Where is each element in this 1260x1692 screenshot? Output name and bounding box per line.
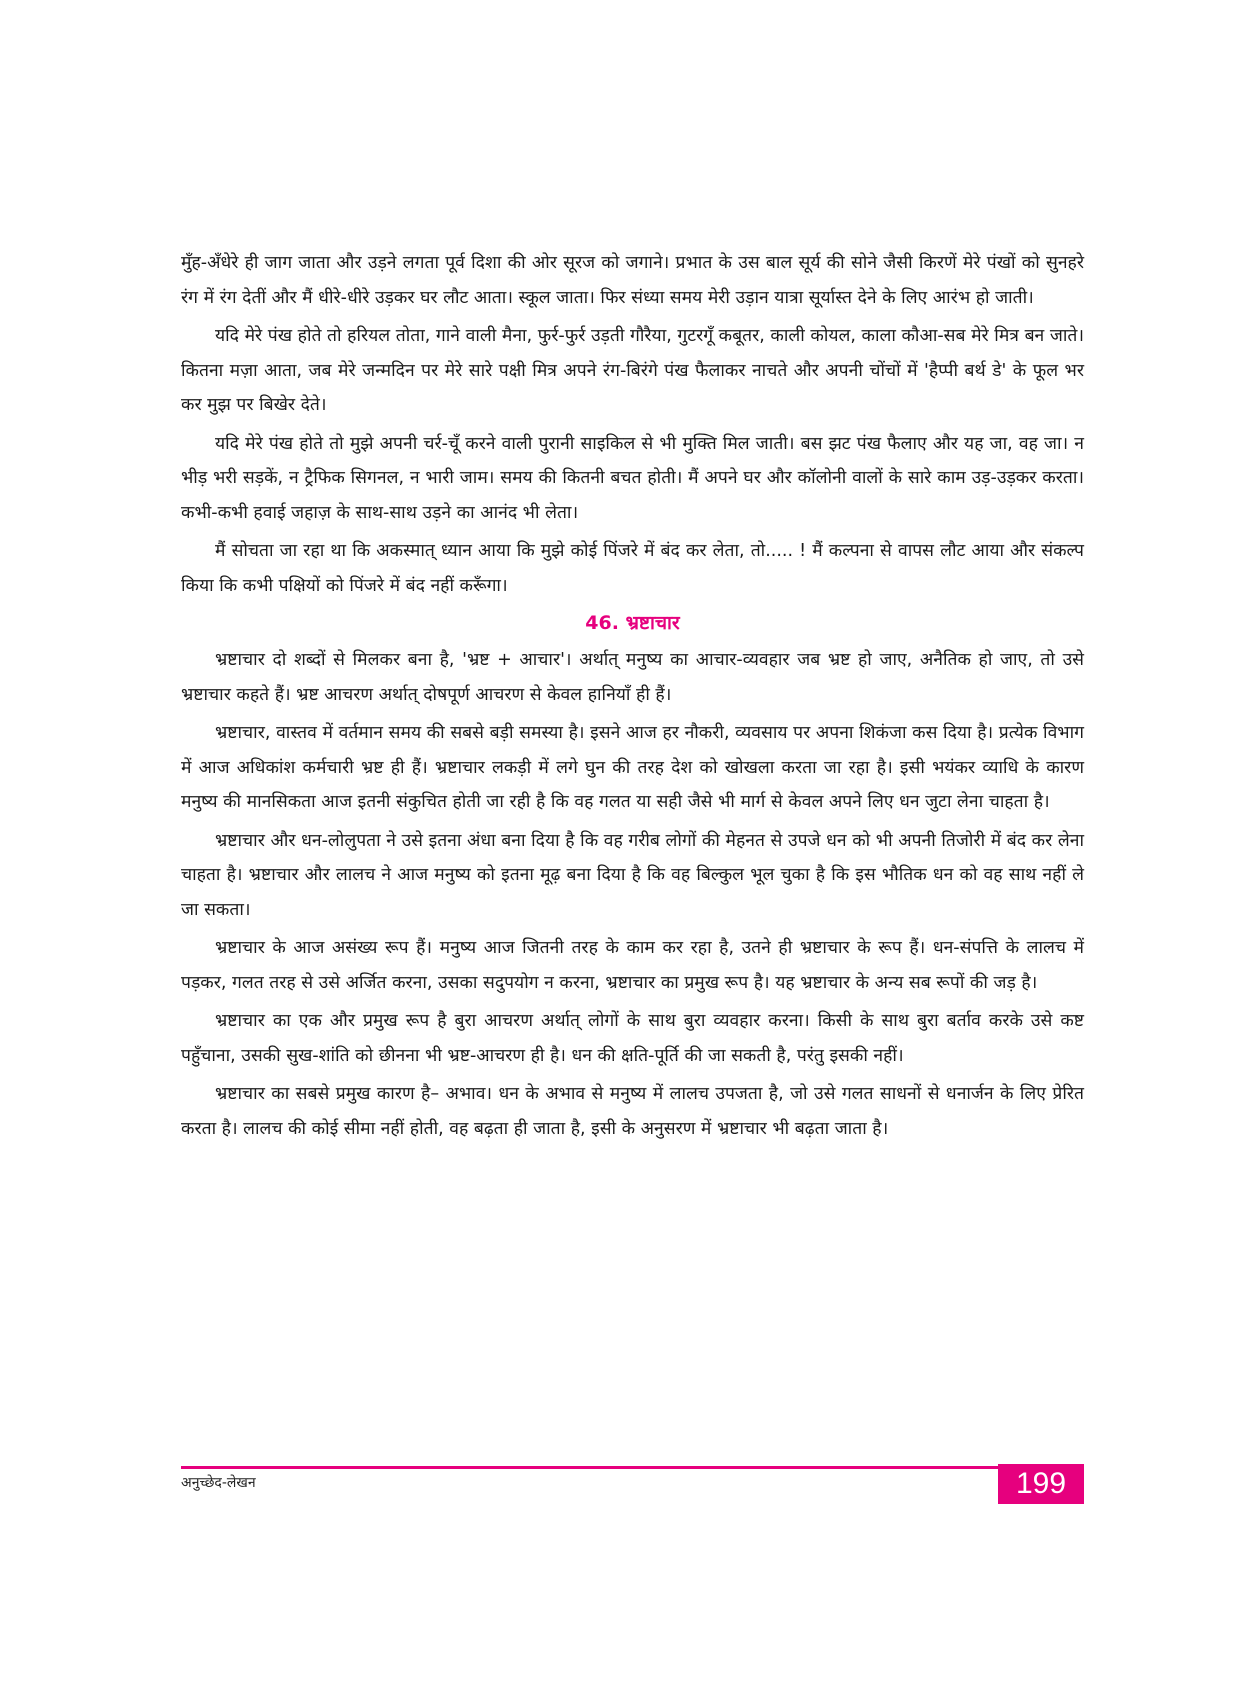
paragraph: भ्रष्टाचार और धन-लोलुपता ने उसे इतना अंधा बना दिया है कि वह गरीब लोगों की मेहनत से उपजे धन को भी अपनी तिजोरी में बंद कर लेना चाहता है। भ्रष्टाचार और लालच ने आज मनुष्य को इतना मूढ़ बना दिया है कि वह बिल्कुल भूल चुका है कि इस भौतिक धन को वह साथ नहीं ले जा सकता।	[181, 830, 1084, 920]
page-number: 199	[998, 1464, 1084, 1504]
paragraph: यदि मेरे पंख होते तो मुझे अपनी चर्र-चूँ करने वाली पुरानी साइकिल से भी मुक्ति मिल जाती। बस झट पंख फैलाए और यह जा, वह जा। न भीड़ भरी सड़कें, न ट्रैफिक सिगनल, न भारी जाम। समय की कितनी बचत होती। मैं अपने घर और कॉलोनी वालों के सारे काम उड़-उड़कर करता। कभी-कभी हवाई जहाज़ के साथ-साथ उड़ने का आनंद भी लेता।	[181, 433, 1084, 523]
footer-chapter-label: अनुच्छेद-लेखन	[181, 1475, 256, 1491]
paragraph: यदि मेरे पंख होते तो हरियल तोता, गाने वाली मैना, फुर्र-फुर्र उड़ती गौरैया, गुटरगूँ कबूतर, काली कोयल, काला कौआ-सब मेरे मित्र बन जाते। कितना मज़ा आता, जब मेरे जन्मदिन पर मेरे सारे पक्षी मित्र अपने रंग-बिरंगे पंख फैलाकर नाचते और अपनी चोंचों में 'हैप्पी बर्थ डे' के फूल भर कर मुझ पर बिखेर देते।	[181, 326, 1084, 415]
paragraph: भ्रष्टाचार के आज असंख्य रूप हैं। मनुष्य आज जितनी तरह के काम कर रहा है, उतने ही भ्रष्टाचार के रूप हैं। धन-संपत्ति के लालच में पड़कर, गलत तरह से उसे अर्जित करना, उसका सदुपयोग न करना, भ्रष्टाचार का प्रमुख रूप है। यह भ्रष्टाचार के अन्य सब रूपों की जड़ है।	[181, 938, 1084, 993]
paragraph: मैं सोचता जा रहा था कि अकस्मात् ध्यान आया कि मुझे कोई पिंजरे में बंद कर लेता, तो..... ! मैं कल्पना से वापस लौट आया और संकल्प किया कि कभी पक्षियों को पिंजरे में बंद नहीं करूँगा।	[181, 541, 1084, 596]
paragraph: भ्रष्टाचार दो शब्दों से मिलकर बना है, 'भ्रष्ट + आचार'। अर्थात् मनुष्य का आचार-व्यवहार जब भ्रष्ट हो जाए, अनैतिक हो जाए, तो उसे भ्रष्टाचार कहते हैं। भ्रष्ट आचरण अर्थात् दोषपूर्ण आचरण से केवल हानियाँ ही हैं।	[181, 650, 1084, 705]
paragraph: भ्रष्टाचार का एक और प्रमुख रूप है बुरा आचरण अर्थात् लोगों के साथ बुरा व्यवहार करना। किसी के साथ बुरा बर्ताव करके उसे कष्ट पहुँचाना, उसकी सुख-शांति को छीनना भी भ्रष्ट-आचरण ही है। धन की क्षति-पूर्ति की जा सकती है, परंतु इसकी नहीं।	[181, 1011, 1084, 1066]
paragraph: भ्रष्टाचार का सबसे प्रमुख कारण है– अभाव। धन के अभाव से मनुष्य में लालच उपजता है, जो उसे गलत साधनों से धनार्जन के लिए प्रेरित करता है। लालच की कोई सीमा नहीं होती, वह बढ़ता ही जाता है, इसी के अनुसरण में भ्रष्टाचार भी बढ़ता जाता है।	[181, 1084, 1084, 1139]
paragraph-continued: मुँह-अँधेरे ही जाग जाता और उड़ने लगता पूर्व दिशा की ओर सूरज को जगाने। प्रभात के उस बाल सूर्य की सोने जैसी किरणें मेरे पंखों को सुनहरे रंग में रंग देतीं और मैं धीरे-धीरे उड़कर घर लौट आता। स्कूल जाता। फिर संध्या समय मेरी उड़ान यात्रा सूर्यास्त देने के लिए आरंभ हो जाती।	[181, 253, 1084, 308]
page-content	[181, 246, 1084, 1150]
paragraph: भ्रष्टाचार, वास्तव में वर्तमान समय की सबसे बड़ी समस्या है। इसने आज हर नौकरी, व्यवसाय पर अपना शिकंजा कस दिया है। प्रत्येक विभाग में आज अधिकांश कर्मचारी भ्रष्ट ही हैं। भ्रष्टाचार लकड़ी में लगे घुन की तरह देश को खोखला करता जा रहा है। इसी भयंकर व्याधि के कारण मनुष्य की मानसिकता आज इतनी संकुचित होती जा रही है कि वह गलत या सही जैसे भी मार्ग से केवल अपने लिए धन जुटा लेना चाहता है।	[181, 723, 1084, 812]
section-heading: 46. भ्रष्टाचार	[585, 612, 680, 634]
footer-divider	[181, 1466, 998, 1469]
